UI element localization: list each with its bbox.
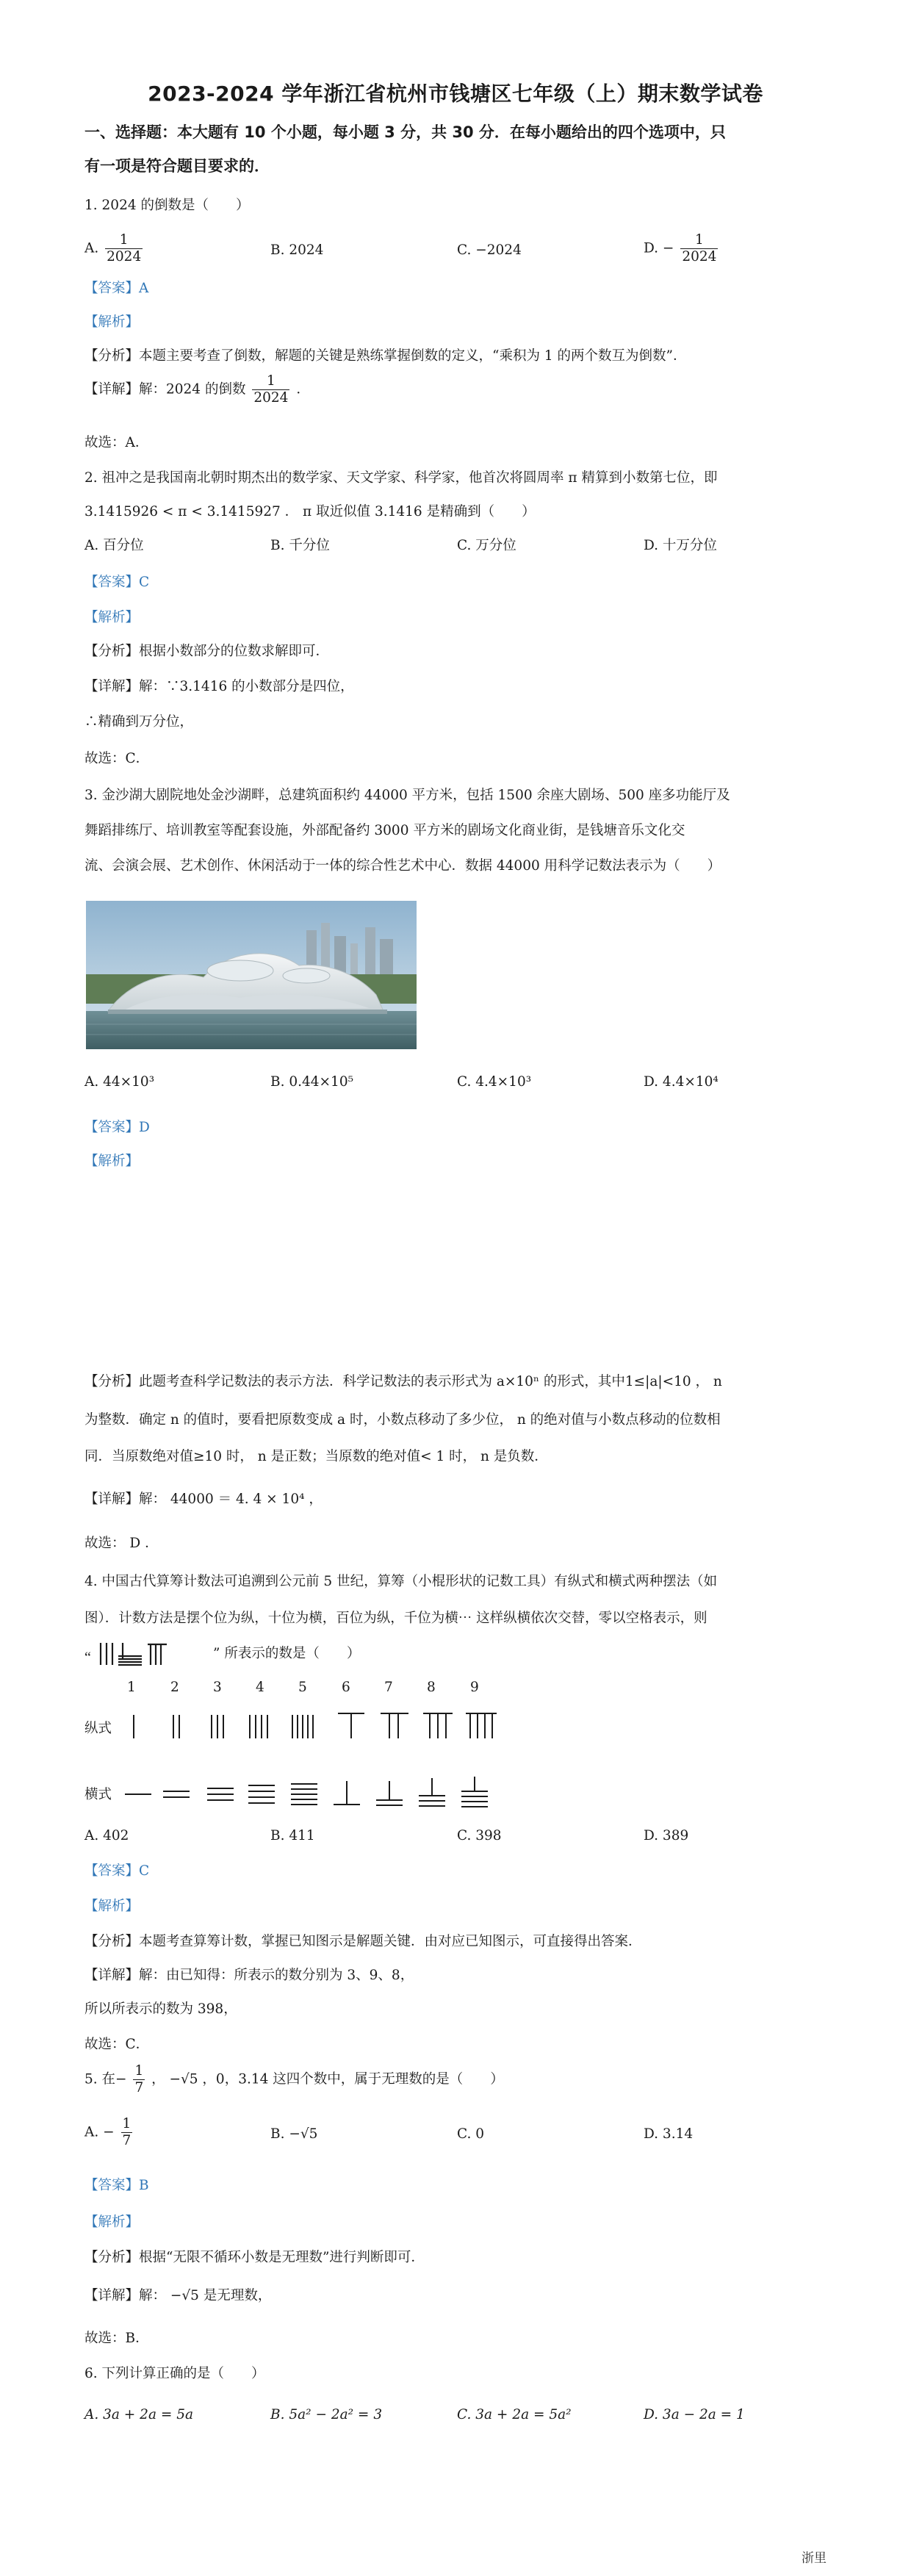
q1-analysis: 【分析】本题主要考查了倒数，解题的关键是熟练掌握倒数的定义，“乘积为 1 的两个数互为倒数”． <box>84 348 687 364</box>
q4-answer: 【答案】C <box>84 1863 150 1879</box>
q6-stem: 6. 下列计算正确的是（ ） <box>84 2366 265 2381</box>
theatre-photo <box>86 901 417 1049</box>
q5-option-a: A. − $\frac{1}{7}$ <box>84 2116 132 2148</box>
q4-option-b: B. 411 <box>270 1828 315 1843</box>
q5-jiexi: 【解析】 <box>84 2215 140 2230</box>
digit-label: 1 <box>127 1680 136 1695</box>
q2-detail: 【详解】解：∵3.1416 的小数部分是四位， <box>84 679 354 694</box>
q4-option-c: C. 398 <box>457 1828 502 1843</box>
rod-numeral-question <box>84 1637 224 1672</box>
digit-label: 7 <box>384 1680 393 1695</box>
page-footer: 浙里 <box>802 2551 827 2566</box>
q1-option-b: B. 2024 <box>270 242 324 258</box>
q5-choose: 故选：B． <box>84 2331 149 2346</box>
digit-label: 6 <box>342 1680 350 1695</box>
heng-label: 横式 <box>84 1787 112 1802</box>
q5-option-c: C. 0 <box>457 2126 485 2142</box>
q3-choose: 故选： D ． <box>84 1536 159 1551</box>
q3-stem-2: 舞蹈排练厅、培训教室等配套设施，外部配备约 3000 平方米的剧场文化商业街，是钱塘音乐文化交 <box>84 823 685 838</box>
q3-stem-3: 流、会演会展、艺术创作、休闲活动于一体的综合性艺术中心．数据 44000 用科学记数法表示为（ ） <box>84 858 721 874</box>
digit-label: 4 <box>256 1680 264 1695</box>
q3-option-d: D. 4.4×10⁴ <box>644 1074 719 1090</box>
q2-jiexi: 【解析】 <box>84 610 140 625</box>
q5-analysis: 【分析】根据“无限不循环小数是无理数”进行判断即可． <box>84 2250 425 2265</box>
q1-detail: 【详解】解：2024 的倒数 $\frac{1}{2024}$ ． <box>84 373 310 406</box>
q5-option-d: D. 3.14 <box>644 2126 694 2142</box>
q6-option-b: B. 5a² − 2a² = 3 <box>270 2407 383 2422</box>
zong-label: 纵式 <box>84 1721 112 1736</box>
q2-option-b: B. 千分位 <box>270 538 330 553</box>
digit-label: 5 <box>298 1680 307 1695</box>
q3-answer: 【答案】D <box>84 1120 150 1135</box>
digit-label: 2 <box>170 1680 179 1695</box>
q3-analysis-2: 为整数．确定 n 的值时，要看把原数变成 a 时，小数点移动了多少位， n 的绝对值与小数点移动的位数相 <box>84 1412 721 1428</box>
q5-option-b: B. −√5 <box>270 2126 318 2142</box>
q2-option-d: D. 十万分位 <box>644 538 717 553</box>
q4-stem-2: 图）．计数方法是摆个位为纵，十位为横，百位为纵，千位为横⋯ 这样纵横依次交替，零以空格表示，则 <box>84 1611 707 1626</box>
q4-detail-2: 所以所表示的数为 398， <box>84 2001 237 2017</box>
q5-stem: 5. 在− $\frac{1}{7}$ ， −√5 ，0，3.14 这四个数中，属于无理数的是（ ） <box>84 2063 504 2095</box>
q2-option-a: A. 百分位 <box>84 538 144 553</box>
q3-option-b: B. 0.44×10⁵ <box>270 1074 354 1090</box>
q1-answer: 【答案】A <box>84 281 149 296</box>
svg-text:“: “ <box>84 1649 91 1666</box>
zong-rod-chart <box>125 1705 507 1749</box>
q4-jiexi: 【解析】 <box>84 1899 140 1914</box>
fraction: $\frac{1}{2024}$ <box>682 232 717 265</box>
q3-jiexi: 【解析】 <box>84 1154 140 1169</box>
q5-answer: 【答案】B <box>84 2178 149 2193</box>
q1-choose: 故选：A． <box>84 435 149 450</box>
fraction: $\frac{1}{7}$ <box>122 2116 132 2148</box>
q3-option-c: C. 4.4×10³ <box>457 1074 532 1090</box>
digit-label: 8 <box>427 1680 436 1695</box>
fraction: $\frac{1}{2024}$ <box>253 373 289 406</box>
q1-stem: 1. 2024 的倒数是（ ） <box>84 198 250 213</box>
q2-choose: 故选：C． <box>84 751 150 766</box>
q1-option-c: C. −2024 <box>457 242 522 258</box>
q3-analysis-1: 【分析】此题考查科学记数法的表示方法．科学记数法的表示形式为 a×10ⁿ 的形式，其中1≤|a|<10 ， n <box>84 1374 722 1389</box>
q6-option-d: D. 3a − 2a = 1 <box>644 2407 745 2422</box>
q2-answer: 【答案】C <box>84 575 150 590</box>
q3-detail: 【详解】解： 44000 ＝ 4. 4 × 10⁴ ， <box>84 1492 323 1507</box>
section-heading-cont: 有一项是符合题目要求的． <box>84 157 270 175</box>
q4-stem-3: ” 所表示的数是（ ） <box>213 1646 361 1661</box>
section-heading: 一、选择题：本大题有 10 个小题，每小题 3 分，共 30 分．在每小题给出的四个选项中，只 <box>84 123 726 141</box>
q2-option-c: C. 万分位 <box>457 538 516 553</box>
q4-detail: 【详解】解：由已知得：所表示的数分别为 3、9、8， <box>84 1968 414 1983</box>
q4-option-a: A. 402 <box>84 1828 129 1843</box>
q4-choose: 故选：C． <box>84 2037 150 2052</box>
heng-rod-chart <box>125 1771 507 1815</box>
q2-analysis: 【分析】根据小数部分的位数求解即可． <box>84 644 330 659</box>
q1-option-d: D. − $\frac{1}{2024}$ <box>644 232 717 265</box>
q2-stem-1: 2. 祖冲之是我国南北朝时期杰出的数学家、天文学家、科学家，他首次将圆周率 π 精算到小数第七位，即 <box>84 470 718 486</box>
page-title: 2023-2024 学年浙江省杭州市钱塘区七年级（上）期末数学试卷 <box>148 82 763 106</box>
q3-stem-1: 3. 金沙湖大剧院地处金沙湖畔，总建筑面积约 44000 平方米，包括 1500 余座大剧场、500 座多功能厅及 <box>84 788 730 803</box>
q3-analysis-3: 同．当原数绝对值≥10 时， n 是正数；当原数的绝对值< 1 时， n 是负数． <box>84 1449 548 1464</box>
q5-detail: 【详解】解： −√5 是无理数， <box>84 2288 272 2303</box>
fraction: $\frac{1}{7}$ <box>134 2063 144 2095</box>
q2-stem-2: 3.1415926 < π < 3.1415927 ． π 取近似值 3.1416 是精确到（ ） <box>84 504 536 519</box>
q1-option-a: A. $\frac{1}{2024}$ <box>84 232 142 265</box>
fraction: $\frac{1}{2024}$ <box>107 232 142 265</box>
digit-label: 9 <box>470 1680 479 1695</box>
q1-jiexi: 【解析】 <box>84 314 140 330</box>
q4-analysis: 【分析】本题考查算筹计数，掌握已知图示是解题关键．由对应已知图示，可直接得出答案． <box>84 1934 642 1949</box>
digit-label: 3 <box>213 1680 222 1695</box>
q4-option-d: D. 389 <box>644 1828 689 1843</box>
q4-stem-1: 4. 中国古代算筹计数法可追溯到公元前 5 世纪，算筹（小棍形状的记数工具）有纵式和横式两种摆法（如 <box>84 1574 718 1589</box>
q6-option-a: A. 3a + 2a = 5a <box>84 2407 194 2422</box>
q3-option-a: A. 44×10³ <box>84 1074 155 1090</box>
q2-detail-2: ∴精确到万分位， <box>84 714 194 730</box>
q6-option-c: C. 3a + 2a = 5a² <box>457 2407 572 2422</box>
